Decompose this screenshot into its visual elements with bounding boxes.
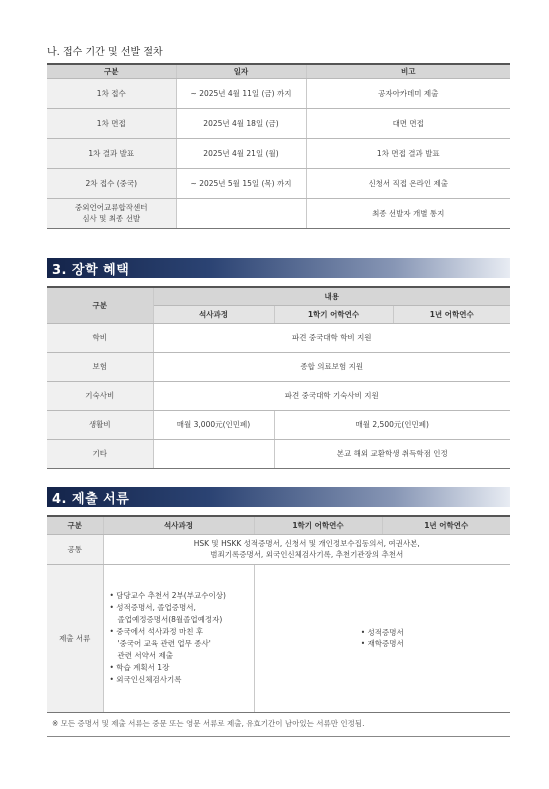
row-master [153, 439, 274, 468]
table-row [47, 168, 510, 198]
row-date [176, 198, 306, 228]
table-row [47, 439, 510, 468]
footnote-divider [47, 736, 510, 737]
row-content: 파견 중국대학 기숙사비 지원 [153, 381, 510, 410]
row-category: 제출 서류 [47, 564, 103, 712]
table-row [47, 78, 510, 108]
list-item: 졸업예정증명서(8월졸업예정자) [117, 615, 223, 624]
header-content: 내용 [153, 287, 510, 305]
list-item: • 외국인신체검사기록 [109, 675, 182, 684]
header-category: 구분 [47, 64, 176, 78]
list-item: • 성적증명서, 졸업증명서, [109, 603, 196, 612]
footnote: ※ 모든 증명서 및 제출 서류는 중문 또는 영문 서류로 제출, 유효기간이 남아있는 서류만 인정됨. [52, 719, 365, 728]
section-bar-benefits [47, 258, 510, 278]
header-semester: 1학기 어학연수 [254, 516, 382, 534]
header-year: 1년 어학연수 [382, 516, 510, 534]
row-category-line2: 심사 및 최종 선발 [82, 214, 141, 223]
table-row [47, 323, 510, 352]
row-date: ~ 2025년 4월 11일 (금) 까지 [176, 78, 306, 108]
table-row [47, 198, 510, 228]
row-category: 생활비 [47, 410, 153, 439]
list-item: • 중국에서 석사과정 마친 후 [109, 627, 204, 636]
header-date: 일자 [176, 64, 306, 78]
master-doc-list [103, 564, 254, 712]
header-category: 구분 [47, 516, 103, 534]
row-common [103, 534, 510, 564]
row-language: 본교 해외 교환학생 취득학점 인정 [274, 439, 510, 468]
row-language: 매월 2,500元(인민폐) [274, 410, 510, 439]
row-category: 보험 [47, 352, 153, 381]
row-content: 종합 의료보험 지원 [153, 352, 510, 381]
header-category: 구분 [47, 287, 153, 323]
procedure-title: 나. 접수 기간 및 선발 절차 [47, 47, 163, 58]
row-note: 대면 면접 [306, 108, 510, 138]
table-row [47, 352, 510, 381]
language-doc-list [254, 564, 510, 712]
header-master: 석사과정 [103, 516, 254, 534]
row-note: 최종 선발자 개별 통지 [306, 198, 510, 228]
row-content: 파견 중국대학 학비 지원 [153, 323, 510, 352]
row-category: 1차 결과 발표 [47, 138, 176, 168]
table-row [47, 534, 510, 564]
list-item: • 성적증명서 [360, 628, 404, 637]
table-row [47, 108, 510, 138]
row-category: 학비 [47, 323, 153, 352]
procedure-table [47, 63, 510, 229]
benefits-table [47, 286, 510, 469]
row-category: 기숙사비 [47, 381, 153, 410]
row-category: 공통 [47, 534, 103, 564]
row-date: 2025년 4월 21일 (월) [176, 138, 306, 168]
row-master: 매월 3,000元(인민폐) [153, 410, 274, 439]
row-category: 2차 접수 (중국) [47, 168, 176, 198]
section-title-documents: 4. 제출 서류 [52, 492, 130, 507]
section-bar-documents [47, 487, 510, 507]
table-row [47, 381, 510, 410]
list-item: '중국어 교육 관련 업무 종사' [117, 639, 211, 648]
row-category-line1: 중외언어교류합작센터 [75, 203, 148, 212]
row-note: 1차 면접 결과 발표 [306, 138, 510, 168]
documents-table [47, 515, 510, 713]
list-item: • 담당교수 추천서 2부(부교수이상) [109, 591, 226, 600]
list-item: • 학습 계획서 1장 [109, 663, 170, 672]
section-title-benefits: 3. 장학 혜택 [52, 263, 130, 278]
header-note: 비고 [306, 64, 510, 78]
subheader-year: 1년 어학연수 [393, 305, 510, 323]
row-category: 1차 면접 [47, 108, 176, 138]
common-line-1: HSK 및 HSKK 성적증명서, 신청서 및 개인정보수집동의서, 여권사본, [193, 539, 420, 548]
row-date: ~ 2025년 5월 15일 (목) 까지 [176, 168, 306, 198]
common-line-2: 범죄기록증명서, 외국인신체검사기록, 추천기관장의 추천서 [210, 550, 404, 559]
row-category [47, 198, 176, 228]
row-category: 1차 접수 [47, 78, 176, 108]
subheader-master: 석사과정 [153, 305, 274, 323]
row-category: 기타 [47, 439, 153, 468]
row-date: 2025년 4월 18일 (금) [176, 108, 306, 138]
list-item: 관련 서약서 제출 [117, 651, 173, 660]
row-note: 공자아카데미 제출 [306, 78, 510, 108]
row-note: 신청서 직접 온라인 제출 [306, 168, 510, 198]
subheader-semester: 1학기 어학연수 [274, 305, 393, 323]
list-item: • 재학증명서 [360, 639, 404, 648]
table-row [47, 138, 510, 168]
table-row [47, 410, 510, 439]
table-row [47, 564, 510, 712]
